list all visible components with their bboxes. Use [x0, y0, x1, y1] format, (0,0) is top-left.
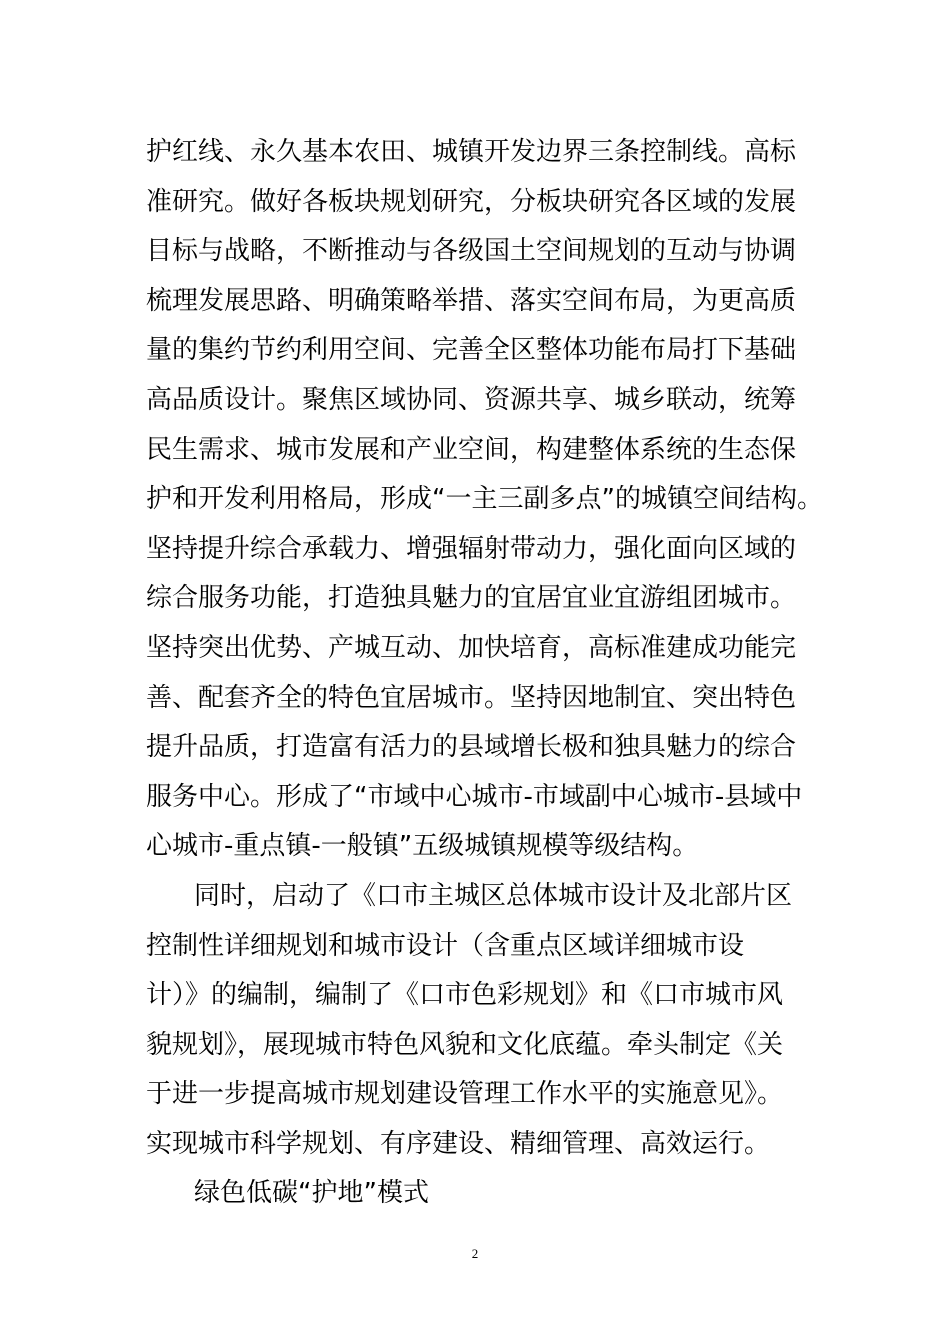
paragraph-start-line: 同时，启动了《口市主城区总体城市设计及北部片区: [194, 880, 793, 911]
text-line: 综合服务功能，打造独具魅力的宜居宜业宜游组团城市。: [146, 583, 797, 614]
text-line: 坚持突出优势、产城互动、加快培育，高标准建成功能完: [146, 632, 797, 663]
text-line: 量的集约节约利用空间、完善全区整体功能布局打下基础: [146, 335, 797, 366]
text-line: 貌规划》，展现城市特色风貌和文化底蕴。牵头制定《关: [146, 1029, 784, 1060]
body-text: [146, 128, 823, 1219]
text-line: 服务中心。形成了“市域中心城市-市域副中心城市-县域中: [146, 781, 803, 812]
text-line: 计）》的编制，编制了《口市色彩规划》和《口市城市风: [146, 980, 784, 1011]
text-line: 目标与战略，不断推动与各级国土空间规划的互动与协调: [146, 236, 797, 267]
text-line: 提升品质，打造富有活力的县域增长极和独具魅力的综合: [146, 732, 797, 763]
text-line: 民生需求、城市发展和产业空间，构建整体系统的生态保: [146, 434, 797, 465]
page-number: 2: [471, 1246, 479, 1261]
section-heading: 绿色低碳“护地”模式: [194, 1178, 429, 1209]
text-line: 于进一步提高城市规划建设管理工作水平的实施意见》。: [146, 1079, 784, 1110]
text-line: 坚持提升综合承载力、增强辐射带动力，强化面向区域的: [146, 533, 797, 564]
text-line: 梳理发展思路、明确策略举措、落实空间布局，为更高质: [146, 285, 797, 316]
text-line: 准研究。做好各板块规划研究，分板块研究各区域的发展: [146, 186, 797, 217]
text-line: 护红线、永久基本农田、城镇开发边界三条控制线。高标: [146, 137, 797, 167]
text-line: 高品质设计。聚焦区域协同、资源共享、城乡联动，统筹: [146, 384, 797, 415]
text-line: 护和开发利用格局，形成“一主三副多点”的城镇空间结构。: [146, 484, 823, 515]
text-line: 善、配套齐全的特色宜居城市。坚持因地制宜、突出特色: [146, 682, 797, 713]
text-line: 实现城市科学规划、有序建设、精细管理、高效运行。: [146, 1128, 771, 1159]
text-line: 控制性详细规划和城市设计（含重点区域详细城市设: [146, 930, 745, 961]
text-line: 心城市-重点镇-一般镇”五级城镇规模等级结构。: [146, 831, 699, 862]
